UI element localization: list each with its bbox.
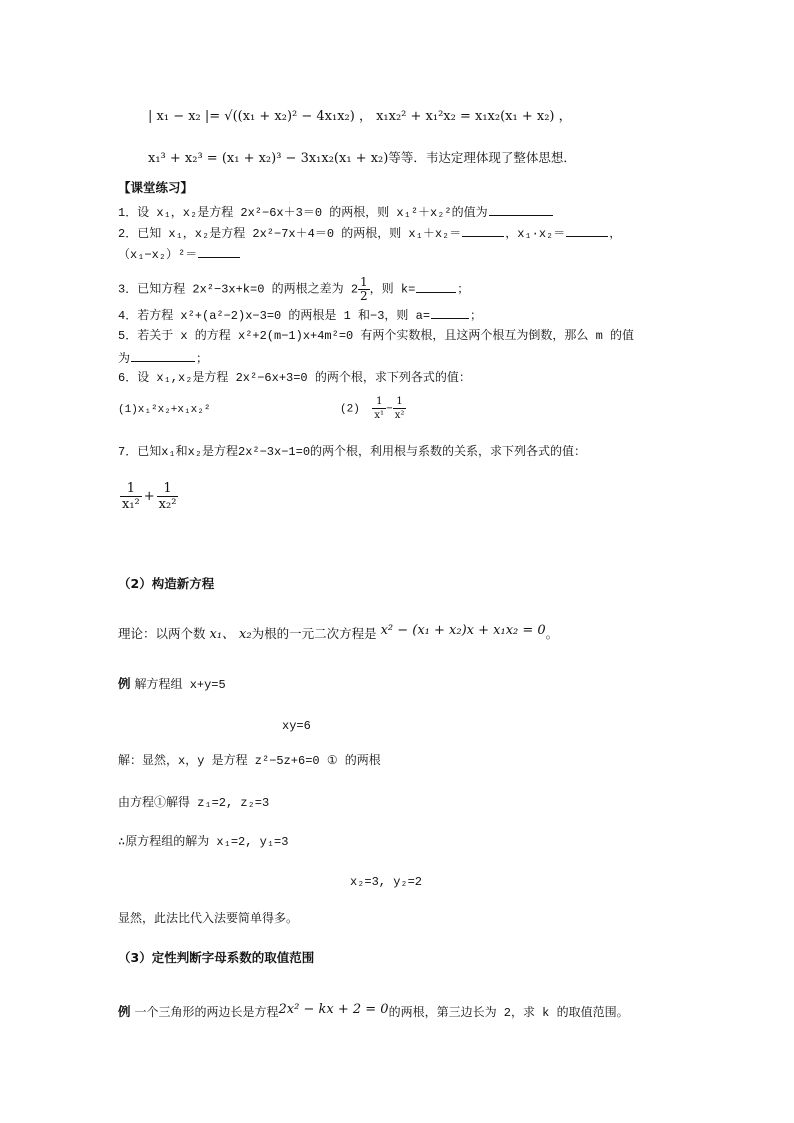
question-5-end: ； [196, 352, 209, 366]
question-5-wei: 为 [118, 352, 131, 366]
question-2-diff-label: （x₁−x₂）²＝ [118, 248, 198, 262]
question-4-text: 4．若方程 x²+(a²−2)x−3=0 的两根是 1 和−3，则 a= [118, 309, 431, 323]
example-system [118, 676, 226, 693]
question-7-expression [120, 481, 178, 512]
example-text-2: 的两根，第三边长为 2，求 k 的取值范围。 [388, 1006, 629, 1020]
answer-blank-q2-diff[interactable] [198, 245, 240, 258]
fraction-denominator: x¹ [374, 410, 385, 421]
example-text: 一个三角形的两边长是方程 [134, 1006, 279, 1020]
question-1 [118, 203, 554, 221]
question-3 [118, 276, 469, 303]
solution-line-2: 由方程①解得 z₁=2, z₂=3 [118, 796, 270, 810]
example-label: 例 [118, 676, 131, 691]
formula-cubes: x₁³ + x₂³ = (x₁ + x₂)³ − 3x₁x₂(x₁ + x₂) [148, 151, 389, 166]
formula-note: 等等．韦达定理体现了整体思想． [388, 150, 576, 165]
question-4-end: ； [470, 309, 483, 323]
answer-blank-q5[interactable] [131, 349, 195, 362]
theory-text-2: 为根的一元二次方程是 [251, 626, 377, 641]
question-5-continued [118, 349, 208, 367]
formula-line-2 [148, 150, 576, 167]
fraction-numerator: 1 [157, 481, 179, 497]
section-3-example [118, 1004, 629, 1021]
fraction-numerator: 1 [120, 481, 142, 497]
solution-line-1: 解：显然，x，y 是方程 z²−5z+6=0 ① 的两根 [118, 754, 381, 768]
solution-line-4: x₂=3, y₂=2 [350, 875, 423, 889]
fraction-denominator: x² [394, 410, 405, 421]
fraction-numerator: 1 [372, 395, 386, 409]
answer-blank-q2-product[interactable] [566, 224, 608, 237]
theory-equation: x² − (x₁ + x₂)x + x₁x₂ = 0 [380, 623, 546, 638]
question-3-k-label: ，则 k= [369, 282, 416, 297]
answer-blank-q4[interactable] [431, 306, 469, 319]
solution-line-3: ∴原方程组的解为 x₁=2, y₁=3 [118, 835, 289, 849]
question-2-comma: ， [609, 227, 622, 241]
question-1-text: 1．设 x₁，x₂是方程 2x²−6x＋3＝0 的两根，则 x₁²＋x₂²的值为 [118, 206, 488, 220]
theory-period: 。 [545, 626, 559, 641]
mixed-number-fraction [358, 276, 370, 303]
question-2-continued [118, 245, 241, 263]
fraction-denominator: x₂² [158, 497, 177, 512]
answer-blank-q1[interactable] [489, 203, 553, 216]
section-2-heading: （2）构造新方程 [118, 576, 215, 591]
practice-heading: 【课堂练习】 [118, 180, 194, 195]
question-6-part-2 [340, 395, 406, 422]
fraction-1-over-x2-squared [157, 481, 179, 512]
question-3-text: 3．已知方程 2x²−3x+k=0 的两根之差为 2 [118, 282, 359, 297]
theory-line [118, 623, 559, 643]
answer-blank-q3[interactable] [416, 280, 456, 293]
theory-x1: x₁、 [209, 627, 236, 642]
example-equation-2: xy=6 [282, 719, 311, 733]
question-3-end: ； [457, 282, 470, 297]
fraction-denominator: x₁² [122, 497, 140, 512]
question-4 [118, 306, 482, 324]
answer-blank-q2-sum[interactable] [462, 224, 504, 237]
fraction-denominator: 2 [360, 289, 368, 303]
fraction-1-over-x2 [393, 395, 407, 422]
question-5: 5．若关于 x 的方程 x²+2(m−1)x+4m²=0 有两个实数根，且这两个根互为倒数，那么 m 的值 [118, 329, 635, 343]
question-6-part-2-label: (2) [340, 403, 360, 416]
question-2-text: 2．已知 x₁，x₂是方程 2x²−7x＋4＝0 的两根，则 x₁＋x₂＝ [118, 227, 462, 241]
example-equation: 2x² − kx + 2 = 0 [278, 1002, 389, 1017]
plus-sign: + [143, 489, 155, 504]
question-6-part-1: (1)x₁²x₂+x₁x₂² [118, 404, 211, 416]
fraction-1-over-x1-squared [120, 481, 142, 512]
theory-x2: x₂ [239, 627, 252, 642]
question-6: 6．设 x₁,x₂是方程 2x²−6x+3=0 的两个根，求下列各式的值： [118, 371, 471, 385]
question-2-product-label: ，x₁·x₂＝ [505, 227, 566, 241]
example-label: 例 [118, 1004, 131, 1019]
theory-text: 理论：以两个数 [118, 626, 206, 641]
formula-line-1: | x₁ − x₂ |= √((x₁ + x₂)² − 4x₁x₂) ， x₁x₂² + x₁²x₂ = x₁x₂(x₁ + x₂) ， [148, 109, 572, 124]
question-2 [118, 224, 621, 242]
question-7: 7．已知x₁和x₂是方程2x²−3x−1=0的两个根，利用根与系数的关系，求下列各式的值： [118, 445, 587, 459]
fraction-numerator: 1 [393, 395, 407, 409]
section-3-heading: （3）定性判断字母系数的取值范围 [118, 950, 315, 965]
minus-sign: − [386, 403, 393, 416]
example-equation-1: 解方程组 x+y=5 [134, 678, 226, 692]
fraction-1-over-x1 [372, 395, 386, 422]
conclusion: 显然，此法比代入法要简单得多。 [118, 912, 299, 926]
fraction-numerator: 1 [360, 275, 368, 289]
